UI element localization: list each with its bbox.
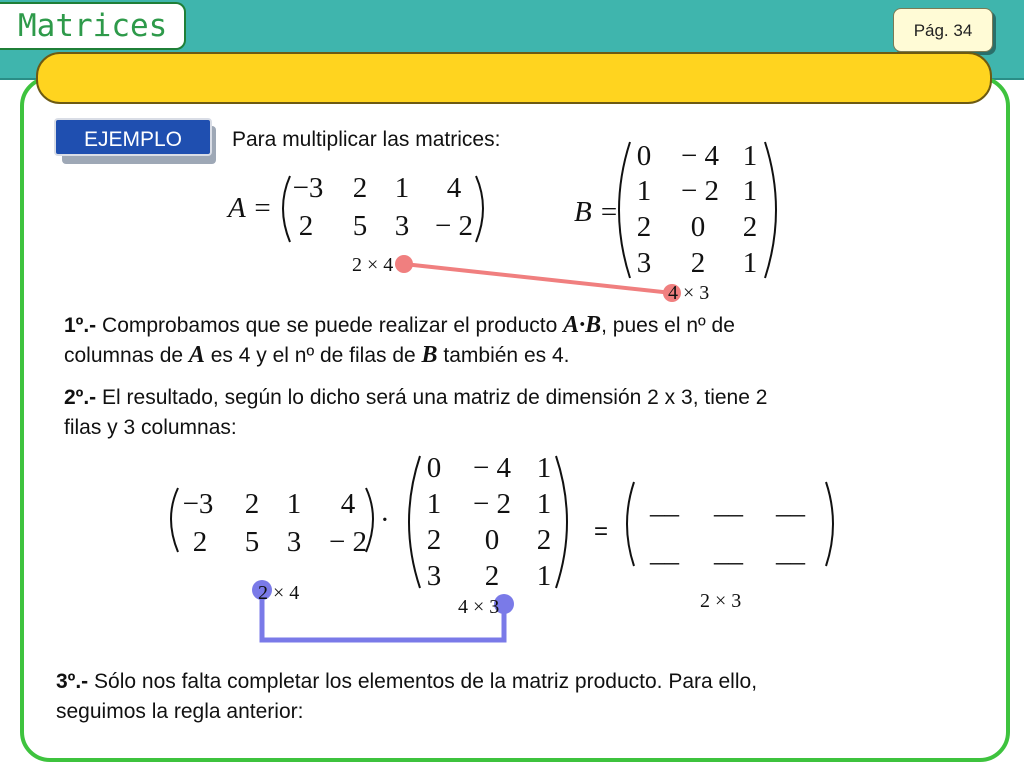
result-blank: __ [650, 536, 679, 568]
product-b-cell: 2 [536, 524, 552, 556]
product-b-cell: 0 [426, 452, 442, 484]
ejemplo-label: EJEMPLO [83, 128, 183, 151]
matrix-a-cell: 5 [352, 210, 368, 242]
matrix-a-cell: −3 [292, 172, 324, 204]
matrix-b-cell: 1 [742, 140, 758, 172]
matrix-a-cell: 4 [446, 172, 462, 204]
step2-line2: filas y 3 columnas: [64, 416, 237, 439]
matrix-b-cell: − 4 [680, 140, 720, 172]
step1-line1: 1º.- Comprobamos que se puede realizar el producto A·B, pues el nº de [64, 312, 735, 338]
matrix-b-cell: 2 [690, 247, 706, 279]
product-b-cell: 0 [484, 524, 500, 556]
matrix-b-cell: 0 [636, 140, 652, 172]
matrix-b-cell: 0 [690, 211, 706, 243]
matrix-b-cell: 3 [636, 247, 652, 279]
result-blank: __ [714, 488, 743, 520]
step3-line1: 3º.- Sólo nos falta completar los elementos de la matriz producto. Para ello, [56, 670, 758, 693]
matrix-a-cell: 3 [394, 210, 410, 242]
matrix-b-cell: 1 [636, 175, 652, 207]
product-a-cell: 1 [286, 488, 302, 520]
product-b-cell: 1 [536, 452, 552, 484]
page-title: Matrices [18, 8, 168, 44]
matrix-a-cell: 1 [394, 172, 410, 204]
product-b-cell: 1 [536, 488, 552, 520]
product-a-cell: −3 [182, 488, 214, 520]
product-b-cell: 1 [426, 488, 442, 520]
product-b-cell: − 2 [472, 488, 512, 520]
product-a-cell: 2 [244, 488, 260, 520]
matrix-b-cell: 2 [742, 211, 758, 243]
intro-text: Para multiplicar las matrices: [232, 128, 501, 151]
result-left-bracket [627, 482, 634, 566]
product-a-cell: 5 [244, 526, 260, 558]
matrix-b-label: B = [574, 196, 619, 228]
page-number: Pág. 34 [913, 21, 973, 40]
product-a-cell: − 2 [328, 526, 368, 558]
multiplication-dot: · [380, 504, 390, 536]
matrix-b-cell: − 2 [680, 175, 720, 207]
matrix-a-cell: − 2 [434, 210, 474, 242]
product-a-dims: 2 × 4 [258, 582, 300, 604]
product-a-cell: 4 [340, 488, 356, 520]
matrix-b-dims: 4 × 3 [668, 282, 710, 304]
equals-sign: = [594, 518, 609, 545]
product-a-cell: 2 [192, 526, 208, 558]
product-b-cell: 1 [536, 560, 552, 592]
product-b-dims: 4 × 3 [458, 596, 500, 618]
result-right-bracket [826, 482, 833, 566]
result-dims: 2 × 3 [700, 590, 742, 612]
pink-dot-a [395, 255, 413, 273]
matrix-b-cell: 1 [742, 247, 758, 279]
step3-line2: seguimos la regla anterior: [56, 700, 304, 723]
matrix-b-cell: 2 [636, 211, 652, 243]
result-blank: __ [650, 488, 679, 520]
product-b-cell: 2 [426, 524, 442, 556]
result-blank: __ [776, 488, 805, 520]
product-a-cell: 3 [286, 526, 302, 558]
result-blank: __ [776, 536, 805, 568]
matrix-a-cell: 2 [352, 172, 368, 204]
matrix-a-label: A = [228, 192, 273, 224]
product-b-cell: 2 [484, 560, 500, 592]
product-b-cell: − 4 [472, 452, 512, 484]
matrix-a-cell: 2 [298, 210, 314, 242]
product-b-cell: 3 [426, 560, 442, 592]
result-blank: __ [714, 536, 743, 568]
matrix-b-cell: 1 [742, 175, 758, 207]
matrix-a-dims: 2 × 4 [352, 254, 394, 276]
step2-line1: 2º.- El resultado, según lo dicho será una matriz de dimensión 2 x 3, tiene 2 [64, 386, 768, 409]
step1-line2: columnas de A es 4 y el nº de filas de B también es 4. [64, 342, 570, 368]
